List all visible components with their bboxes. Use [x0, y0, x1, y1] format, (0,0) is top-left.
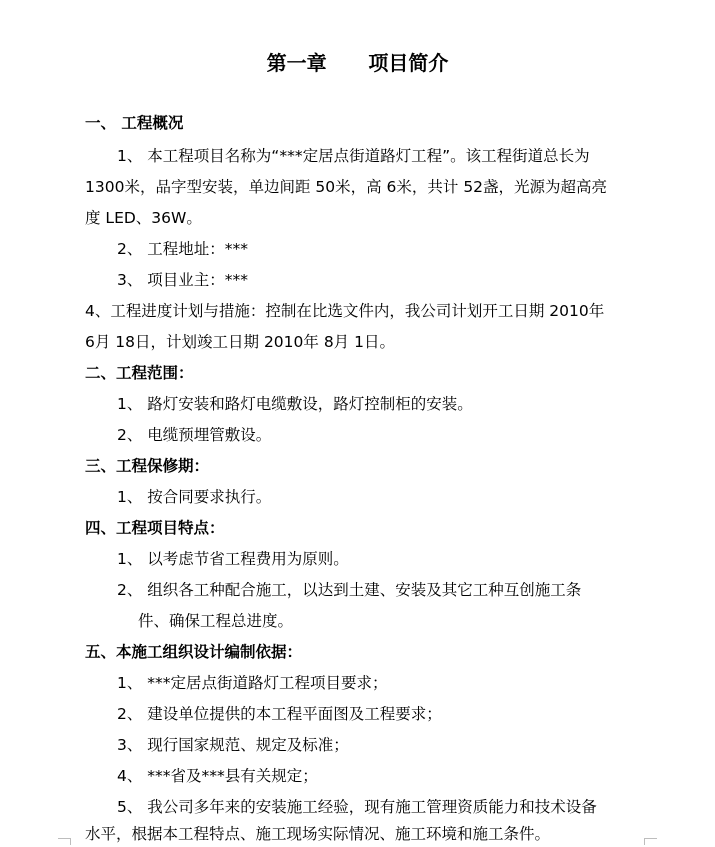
features-item-1: 1、 以考虑节省工程费用为原则。 [117, 550, 349, 568]
section-heading-scope: 二、工程范围： [85, 364, 194, 382]
basis-item-1: 1、 ***定居点街道路灯工程项目要求； [117, 674, 388, 692]
overview-item-1-line-1: 1、 本工程项目名称为“***定居点街道路灯工程”。该工程街道总长为 [117, 147, 590, 165]
warranty-item-1: 1、 按合同要求执行。 [117, 488, 272, 506]
section-heading-warranty: 三、工程保修期： [85, 457, 210, 475]
overview-item-4-line-2: 6月 18日，计划竣工日期 2010年 8月 1日。 [85, 333, 395, 351]
section-heading-features: 四、工程项目特点： [85, 519, 225, 537]
scope-item-2: 2、 电缆预埋管敷设。 [117, 426, 272, 444]
basis-item-5-line-1: 5、 我公司多年来的安装施工经验，现有施工管理资质能力和技术设备 [117, 798, 597, 816]
section-heading-basis: 五、本施工组织设计编制依据： [85, 643, 303, 661]
scope-item-1: 1、 路灯安装和路灯电缆敷设，路灯控制柜的安装。 [117, 395, 473, 413]
basis-item-2: 2、 建设单位提供的本工程平面图及工程要求； [117, 705, 442, 723]
overview-item-1-line-2: 1300米，品字型安装，单边间距 50米，高 6米，共计 52盏，光源为超高亮 [85, 178, 608, 196]
section-heading-overview: 一、 工程概况 [85, 114, 184, 132]
overview-item-2: 2、 工程地址：*** [117, 240, 249, 258]
page-corner-mark-right [644, 838, 657, 845]
chapter-title: 第一章 项目简介 [266, 51, 449, 75]
basis-item-5-line-2: 水平，根据本工程特点、施工现场实际情况、施工环境和施工条件。 [85, 825, 551, 843]
overview-item-1-line-3: 度 LED、36W。 [85, 209, 202, 227]
features-item-2-line-1: 2、 组织各工种配合施工，以达到土建、安装及其它工种互创施工条 [117, 581, 582, 599]
basis-item-4: 4、 ***省及***县有关规定； [117, 767, 318, 785]
basis-item-3: 3、 现行国家规范、规定及标准； [117, 736, 349, 754]
features-item-2-line-2: 件、确保工程总进度。 [138, 612, 294, 630]
overview-item-3: 3、 项目业主：*** [117, 271, 249, 289]
page-corner-mark-left [58, 838, 71, 845]
overview-item-4-line-1: 4、工程进度计划与措施：控制在比选文件内，我公司计划开工日期 2010年 [85, 302, 605, 320]
